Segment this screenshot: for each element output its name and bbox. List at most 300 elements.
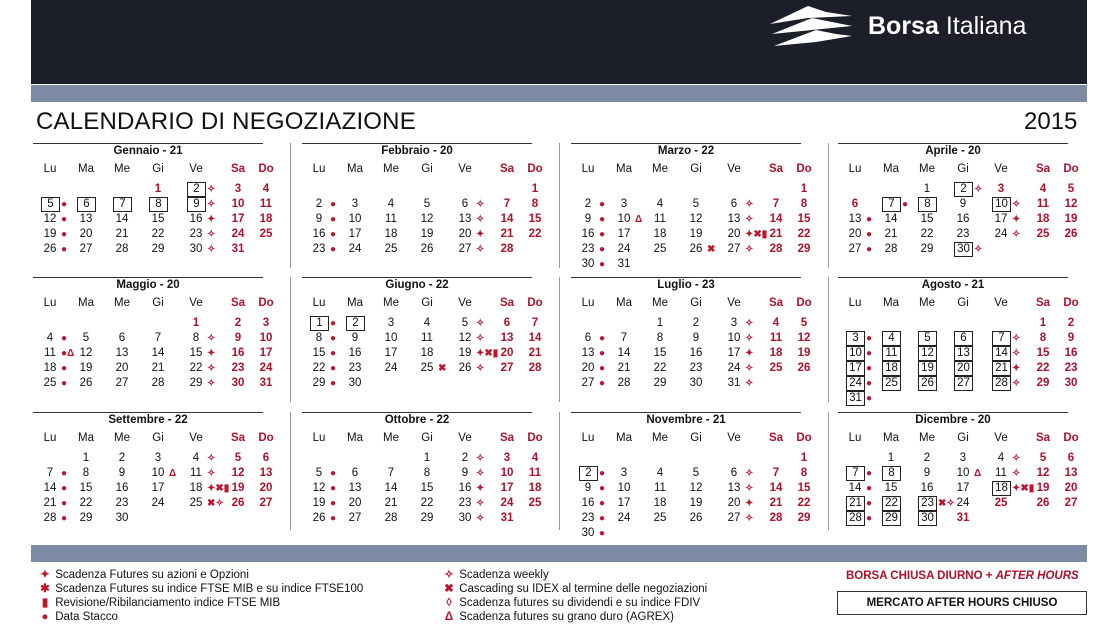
calendar-day: 23 [458, 497, 472, 509]
day-marker-icon: ✧ [476, 333, 485, 344]
calendar-day: 15 [1036, 347, 1050, 359]
day-marker-icon: ● [599, 348, 606, 359]
calendar-day: 19 [1064, 213, 1078, 225]
calendar-day: 17 [500, 482, 514, 494]
day-marker-icon: ● [61, 483, 68, 494]
day-marker-icon: ● [599, 483, 606, 494]
day-marker-icon: ● [61, 333, 68, 344]
calendar-day: 27 [848, 243, 862, 255]
calendar-day: 30 [189, 243, 203, 255]
calendar-day: 23 [189, 228, 203, 240]
weekday-label: Lu [312, 432, 326, 444]
day-marker-icon: ✧ [1012, 348, 1021, 359]
day-marker-icon: ● [599, 199, 606, 210]
calendar-day: 11 [421, 332, 433, 344]
calendar-day: 11 [259, 198, 273, 210]
weekday-label: Ma [347, 163, 363, 175]
weekday-label: Ve [458, 297, 472, 309]
calendar-day: 16 [115, 482, 129, 494]
day-marker-icon: ● [330, 378, 337, 389]
calendar-day: 6 [730, 198, 738, 210]
calendar-day: 10 [348, 213, 362, 225]
calendar-day: 6 [351, 467, 359, 479]
day-marker-icon: ● [866, 348, 873, 359]
day-marker-icon: ✦ [476, 229, 485, 240]
calendar-day: 12 [43, 213, 57, 225]
legend-text: Scadenza Futures su azioni e Opzioni [52, 569, 249, 581]
calendar-day: 10 [151, 467, 165, 479]
calendar-day: 2 [346, 316, 365, 331]
calendar-day: 12 [458, 332, 472, 344]
calendar-day: 4 [656, 198, 664, 210]
calendar-day: 27 [79, 243, 93, 255]
calendar-day: 22 [920, 228, 934, 240]
calendar-day: 4 [882, 331, 901, 346]
calendar-day: 7 [882, 197, 901, 212]
calendar-day: 20 [348, 497, 362, 509]
weekday-label: Lu [848, 163, 862, 175]
weekday-label: Do [527, 432, 543, 444]
calendar-day: 17 [994, 213, 1008, 225]
weekday-label: Sa [1035, 297, 1051, 309]
day-marker-icon: ✖ [707, 244, 716, 255]
weekday-label: Ma [78, 432, 94, 444]
column-separator [559, 143, 560, 268]
calendar-day: 1 [423, 452, 431, 464]
month-11 [838, 412, 1079, 537]
weekday-label: Lu [581, 297, 595, 309]
calendar-day: 20 [458, 228, 472, 240]
day-marker-icon: ✧ [476, 318, 485, 329]
weekday-label: Me [652, 432, 668, 444]
calendar-day: 25 [994, 497, 1008, 509]
calendar-day: 24 [846, 376, 865, 391]
weekday-label: Do [258, 297, 274, 309]
day-marker-icon: ● [330, 318, 337, 329]
calendar-day: 12 [312, 482, 326, 494]
calendar-day: 21 [528, 347, 542, 359]
day-marker-icon: ✧ [745, 318, 754, 329]
calendar-day: 18 [769, 347, 783, 359]
day-marker-icon: ● [61, 199, 68, 210]
calendar-day: 29 [312, 377, 326, 389]
legend-marker-icon: ✧ [444, 569, 454, 581]
day-marker-icon: ✧ [1012, 333, 1021, 344]
weekday-label: Do [1063, 297, 1079, 309]
calendar-day: 23 [1064, 362, 1078, 374]
weekday-label: Lu [312, 163, 326, 175]
day-marker-icon: Δ [635, 214, 643, 225]
day-marker-icon: ✦✖▮ [476, 348, 499, 359]
day-marker-icon: ✦✖▮ [745, 229, 768, 240]
calendar-day: 21 [43, 497, 57, 509]
calendar-day: 5 [82, 332, 90, 344]
calendar-day: 26 [43, 243, 57, 255]
calendar-day: 13 [500, 332, 514, 344]
weekday-label: Ve [727, 297, 741, 309]
calendar-day: 4 [387, 198, 395, 210]
day-marker-icon: ✧ [207, 244, 216, 255]
day-marker-icon: ● [61, 214, 68, 225]
day-marker-icon: ✧ [1012, 229, 1021, 240]
calendar-day: 14 [884, 213, 898, 225]
calendar-day: 31 [259, 377, 273, 389]
column-separator [559, 277, 560, 402]
calendar-day: 20 [500, 347, 514, 359]
weekday-label: Sa [499, 163, 515, 175]
calendar-day: 25 [653, 512, 667, 524]
calendar-day: 16 [312, 228, 326, 240]
month-title: Agosto - 21 [838, 277, 1068, 293]
calendar-day: 5 [315, 467, 323, 479]
calendar-day: 30 [231, 377, 245, 389]
calendar-day: 18 [653, 228, 667, 240]
calendar-day: 18 [653, 497, 667, 509]
month-title: Giugno - 22 [302, 277, 532, 293]
calendar-day: 21 [884, 228, 898, 240]
calendar-day: 18 [43, 362, 57, 374]
day-marker-icon: ✦ [207, 348, 216, 359]
weekday-label: Ve [994, 432, 1008, 444]
day-marker-icon: ✧ [476, 498, 485, 509]
weekday-label: Me [114, 432, 130, 444]
day-marker-icon: ● [61, 513, 68, 524]
day-marker-icon: ✦✖▮ [1012, 483, 1035, 494]
calendar-day: 30 [115, 512, 129, 524]
weekday-label: Lu [581, 432, 595, 444]
day-marker-icon: ● [61, 244, 68, 255]
day-marker-icon: ●Δ [61, 348, 75, 359]
calendar-day: 15 [79, 482, 93, 494]
calendar-day: 14 [43, 482, 57, 494]
calendar-day: 17 [231, 213, 245, 225]
weekday-label: Gi [690, 432, 702, 444]
day-marker-icon: ✧ [1012, 378, 1021, 389]
month-6 [571, 277, 812, 402]
month-2 [571, 143, 812, 270]
calendar-day: 16 [458, 482, 472, 494]
calendar-day: 14 [769, 482, 783, 494]
weekday-label: Sa [768, 163, 784, 175]
day-marker-icon: ● [599, 229, 606, 240]
calendar-day: 28 [846, 511, 865, 526]
legend-marker-icon: Δ [444, 611, 454, 623]
day-marker-icon: ✦✖▮ [207, 483, 230, 494]
legend-item [38, 583, 363, 596]
calendar-day: 3 [959, 452, 967, 464]
calendar-day: 12 [420, 213, 434, 225]
calendar-day: 19 [689, 497, 703, 509]
day-marker-icon: ● [866, 468, 873, 479]
day-marker-icon: ● [330, 244, 337, 255]
weekday-label: Lu [43, 297, 57, 309]
weekday-label: Ma [883, 297, 899, 309]
calendar-day: 29 [797, 512, 811, 524]
calendar-day: 9 [959, 198, 967, 210]
calendar-day: 14 [617, 347, 631, 359]
weekday-label: Ve [189, 163, 203, 175]
calendar-day: 22 [151, 228, 165, 240]
calendar-day: 12 [79, 347, 93, 359]
day-marker-icon: ✧ [1012, 199, 1021, 210]
day-marker-icon: Δ [974, 468, 982, 479]
day-marker-icon: ● [61, 363, 68, 374]
calendar-day: 28 [769, 243, 783, 255]
day-marker-icon: ✖✧ [938, 498, 955, 509]
calendar-day: 4 [262, 183, 270, 195]
calendar-day: 30 [689, 377, 703, 389]
day-marker-icon: ✦ [745, 348, 754, 359]
calendar-day: 2 [579, 466, 598, 481]
calendar-day: 2 [692, 317, 700, 329]
calendar-day: 16 [1064, 347, 1078, 359]
legend-item [442, 583, 707, 596]
weekday-label: Gi [152, 432, 164, 444]
calendar-day: 3 [351, 198, 359, 210]
calendar-day: 23 [689, 362, 703, 374]
calendar-day: 9 [118, 467, 126, 479]
calendar-day: 9 [461, 467, 469, 479]
calendar-day: 30 [1064, 377, 1078, 389]
calendar-day: 27 [727, 243, 741, 255]
calendar-day: 6 [954, 331, 973, 346]
weekday-label: Ve [458, 163, 472, 175]
calendar-day: 16 [581, 497, 595, 509]
day-marker-icon: ● [61, 378, 68, 389]
legend-item [442, 569, 549, 582]
calendar-day: 14 [500, 213, 514, 225]
calendar-day: 25 [259, 228, 273, 240]
calendar-day: 5 [918, 331, 937, 346]
calendar-day: 26 [312, 512, 326, 524]
calendar-day: 28 [528, 362, 542, 374]
bottom-band [31, 545, 1087, 562]
calendar-day: 7 [503, 198, 511, 210]
day-marker-icon: ✧ [476, 199, 485, 210]
calendar-day: 4 [192, 452, 200, 464]
calendar-day: 1 [82, 452, 90, 464]
day-marker-icon: ● [599, 528, 606, 539]
calendar-day: 28 [617, 377, 631, 389]
calendar-day: 28 [384, 512, 398, 524]
calendar-day: 8 [315, 332, 323, 344]
calendar-day: 23 [581, 512, 595, 524]
calendar-day: 11 [654, 482, 666, 494]
calendar-day: 24 [994, 228, 1008, 240]
calendar-day: 1 [310, 316, 329, 331]
day-marker-icon: ● [599, 513, 606, 524]
calendar-day: 20 [727, 228, 741, 240]
day-marker-icon: ● [866, 483, 873, 494]
calendar-day: 4 [656, 467, 664, 479]
calendar-day: 15 [884, 482, 898, 494]
calendar-day: 29 [653, 377, 667, 389]
calendar-day: 13 [458, 213, 472, 225]
calendar-day: 8 [918, 197, 937, 212]
calendar-day: 25 [420, 362, 434, 374]
calendar-day: 14 [992, 346, 1011, 361]
calendar-day: 19 [420, 228, 434, 240]
calendar-day: 4 [1039, 183, 1047, 195]
calendar-day: 4 [997, 452, 1005, 464]
calendar-day: 29 [920, 243, 934, 255]
calendar-day: 29 [189, 377, 203, 389]
calendar-day: 20 [79, 228, 93, 240]
calendar-day: 24 [259, 362, 273, 374]
day-marker-icon: ● [61, 498, 68, 509]
legend-item [38, 597, 280, 610]
calendar-day: 5 [692, 467, 700, 479]
calendar-day: 13 [727, 482, 741, 494]
calendar-day: 11 [190, 467, 202, 479]
day-marker-icon: ✧ [745, 468, 754, 479]
weekday-label: Me [652, 163, 668, 175]
calendar-day: 31 [231, 243, 245, 255]
weekday-label: Lu [43, 432, 57, 444]
calendar-day: 9 [234, 332, 242, 344]
weekday-label: Gi [957, 163, 969, 175]
day-marker-icon: ● [866, 393, 873, 404]
calendar-day: 12 [1064, 198, 1078, 210]
after-hours-closed-box: MERCATO AFTER HOURS CHIUSO [837, 591, 1087, 615]
weekday-label: Me [383, 297, 399, 309]
calendar-day: 30 [348, 377, 362, 389]
calendar-day: 30 [581, 527, 595, 539]
calendar-day: 25 [384, 243, 398, 255]
month-title: Gennaio - 21 [33, 143, 263, 159]
day-marker-icon: ✧ [1012, 468, 1021, 479]
calendar-day: 6 [851, 198, 859, 210]
calendar-day: 24 [231, 228, 245, 240]
weekday-label: Me [919, 163, 935, 175]
calendar-day: 23 [231, 362, 245, 374]
calendar-day: 19 [918, 361, 937, 376]
brand-name: Borsa Italiana [868, 12, 1027, 40]
calendar-day: 17 [956, 482, 970, 494]
day-marker-icon: ✧ [974, 244, 983, 255]
calendar-day: 3 [234, 183, 242, 195]
calendar-day: 19 [1036, 482, 1050, 494]
calendar-day: 4 [46, 332, 54, 344]
calendar-day: 21 [384, 497, 398, 509]
calendar-day: 29 [797, 243, 811, 255]
weekday-label: Me [919, 432, 935, 444]
legend-item [442, 611, 674, 624]
calendar-day: 14 [115, 213, 129, 225]
calendar-day: 2 [315, 198, 323, 210]
day-marker-icon: ✧ [745, 214, 754, 225]
calendar-day: 11 [769, 332, 783, 344]
legend-text: Cascading su IDEX al termine delle negoziazioni [456, 583, 708, 595]
calendar-day: 7 [620, 332, 628, 344]
calendar-day: 24 [151, 497, 165, 509]
legend-item [38, 569, 249, 582]
weekday-label: Do [796, 163, 812, 175]
page-title: CALENDARIO DI NEGOZIAZIONE [36, 108, 416, 135]
calendar-day: 17 [617, 228, 631, 240]
calendar-day: 16 [189, 213, 203, 225]
day-marker-icon: ✧ [207, 378, 216, 389]
calendar-day: 8 [800, 198, 808, 210]
weekday-label: Ma [616, 297, 632, 309]
day-marker-icon: ● [599, 214, 606, 225]
day-marker-icon: ● [866, 513, 873, 524]
calendar-day: 15 [653, 347, 667, 359]
calendar-day: 22 [797, 228, 811, 240]
legend-text: Scadenza weekly [456, 569, 549, 581]
day-marker-icon: ✖ [438, 363, 447, 374]
calendar-day: 3 [387, 317, 395, 329]
calendar-day: 5 [1067, 183, 1075, 195]
calendar-day: 5 [41, 197, 60, 212]
calendar-day: 31 [956, 512, 970, 524]
calendar-day: 27 [115, 377, 129, 389]
calendar-day: 11 [1036, 198, 1050, 210]
calendar-day: 18 [528, 482, 542, 494]
day-marker-icon: ✧ [476, 214, 485, 225]
weekday-label: Gi [957, 432, 969, 444]
calendar-day: 7 [531, 317, 539, 329]
calendar-day: 17 [846, 361, 865, 376]
calendar-day: 5 [1039, 452, 1047, 464]
calendar-day: 20 [1064, 482, 1078, 494]
calendar-day: 6 [1067, 452, 1075, 464]
calendar-day: 17 [727, 347, 741, 359]
legend-item [442, 597, 700, 610]
calendar-day: 4 [423, 317, 431, 329]
calendar-day: 3 [730, 317, 738, 329]
calendar-day: 26 [689, 243, 703, 255]
calendar-day: 1 [887, 452, 895, 464]
calendar-day: 4 [531, 452, 539, 464]
calendar-day: 13 [848, 213, 862, 225]
weekday-label: Sa [230, 163, 246, 175]
calendar-day: 28 [151, 377, 165, 389]
weekday-label: Gi [957, 297, 969, 309]
borsa-chiusa-label: BORSA CHIUSA DIURNO + AFTER HOURS [846, 570, 1079, 582]
calendar-day: 5 [800, 317, 808, 329]
calendar-day: 14 [769, 213, 783, 225]
day-marker-icon: ✧ [745, 244, 754, 255]
top-band [31, 85, 1087, 102]
weekday-label: Ma [347, 297, 363, 309]
legend-marker-icon: ✱ [40, 583, 50, 595]
calendar-day: 2 [187, 182, 206, 197]
legend-text: Scadenza Futures su indice FTSE MIB e su indice FTSE100 [52, 583, 364, 595]
calendar-day: 26 [420, 243, 434, 255]
calendar-day: 22 [189, 362, 203, 374]
day-marker-icon: ✧ [745, 333, 754, 344]
weekday-label: Do [258, 432, 274, 444]
day-marker-icon: ● [330, 513, 337, 524]
calendar-day: 10 [617, 213, 631, 225]
calendar-day: 24 [956, 497, 970, 509]
calendar-day: 15 [420, 482, 434, 494]
weekday-label: Ma [616, 432, 632, 444]
calendar-day: 6 [118, 332, 126, 344]
calendar-day: 6 [262, 452, 270, 464]
calendar-day: 30 [918, 511, 937, 526]
calendar-day: 22 [653, 362, 667, 374]
day-marker-icon: ● [866, 498, 873, 509]
calendar-day: 9 [584, 213, 592, 225]
calendar-day: 3 [620, 467, 628, 479]
day-marker-icon: ● [866, 378, 873, 389]
calendar-day: 13 [115, 347, 129, 359]
calendar-day: 21 [115, 228, 129, 240]
calendar-day: 12 [689, 213, 703, 225]
calendar-day: 29 [79, 512, 93, 524]
